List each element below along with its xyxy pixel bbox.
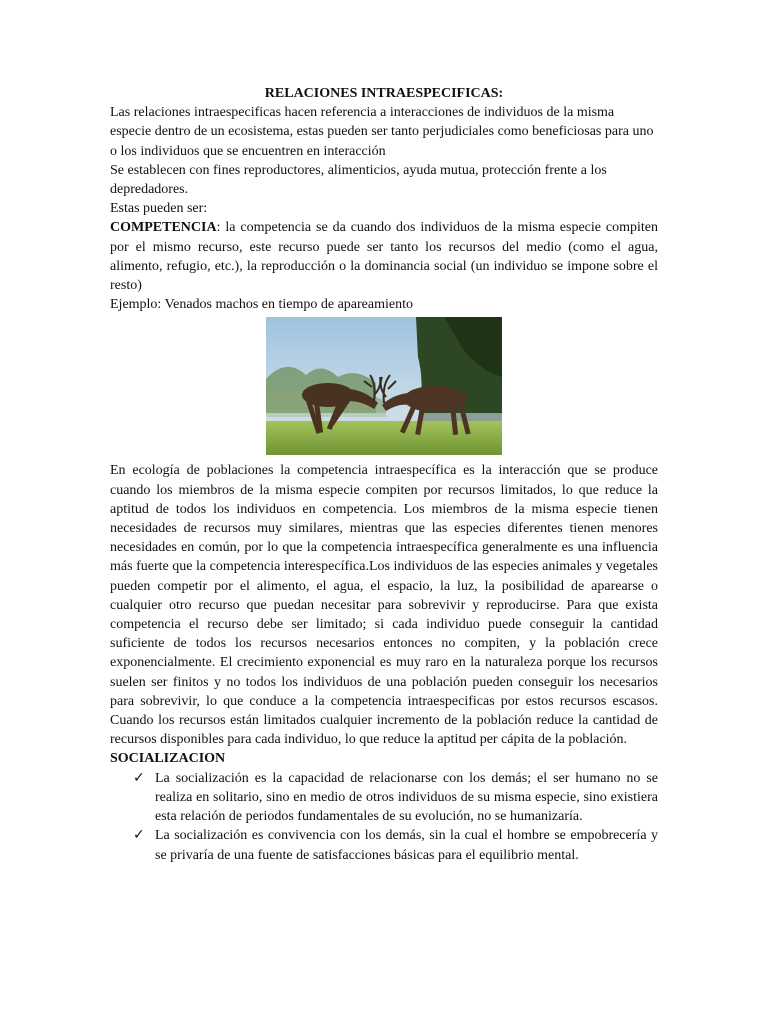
list-item — [133, 769, 658, 827]
socializacion-heading: SOCIALIZACION — [110, 751, 226, 767]
competencia-paragraph — [110, 218, 658, 295]
intro-paragraph: Las relaciones intraespecificas hacen referencia a interacciones de individuos de la misma especie dentro de un ecosistema, estas pueden ser tanto perjudiciales como beneficiosas para uno o los individuos que se encuentren en interacción — [110, 105, 654, 159]
page-title: RELACIONES INTRAESPECIFICAS: — [264, 86, 504, 101]
list-item-text: La socialización es convivencia con los demás, sin la cual el hombre se empobrecería y se privaría de una fuente de satisfacciones básicas para el equilibrio mental. — [155, 828, 658, 863]
document-body — [110, 84, 658, 865]
checkmark-icon: ✓ — [133, 769, 145, 786]
fighting-deer-photo — [266, 317, 502, 455]
photo-container — [110, 317, 658, 455]
socializacion-list — [110, 769, 658, 865]
checkmark-icon: ✓ — [133, 827, 145, 844]
competencia-heading: COMPETENCIA — [110, 220, 217, 236]
list-item — [133, 826, 658, 864]
ecology-paragraph: En ecología de poblaciones la competencia intraespecífica es la interacción que se produce cuando los miembros de la misma especie compiten por recursos limitados, lo que reduce la aptitud de todos los individuos en competencia. Los miembros de la misma especie tienen necesidades de recursos muy similares, mientras que las especies diferentes tienen menores necesidades en común, por lo que la competencia intraespecífica generalmente es una influencia más fuerte que la competencia interespecífica.Los individuos de las especies animales y vegetales pueden competir por el alimento, el agua, el espacio, la luz, la posibilidad de aparearse o cualquier otro recurso que puedan necesitar para sobrevivir y reproducirse. Para que exista competencia el recurso debe ser limitado; si cada individuo puede conseguir la cantidad suficiente de todos los recursos necesarios entonces no compiten, y la población crece exponencialmente. El crecimiento exponencial es muy raro en la naturaleza porque los recursos suelen ser finitos y no todos los individuos de una población pueden conseguir los necesarios para sobrevivir, lo que conduce a la competencia intraespecificas por estos recursos escasos. Cuando los recursos están limitados cualquier incremento de la población reduce la cantidad de recursos disponibles para cada individuo, lo que reduce la aptitud per cápita de la población. — [110, 463, 658, 748]
types-intro: Estas pueden ser: — [110, 201, 208, 217]
competencia-text: : la competencia se da cuando dos individuos de la misma especie compiten por el mismo recurso, este recurso puede ser tanto los recursos del medio (como el agua, alimento, refugio, etc.), la reproducción o la dominancia social (un individuo se impone sobre el resto) — [110, 220, 658, 294]
example-line: Ejemplo: Venados machos en tiempo de apareamiento — [110, 297, 413, 313]
list-item-text: La socialización es la capacidad de relacionarse con los demás; el ser humano no se realiza en solitario, sino en medio de otros individuos de su misma especie, sino existiera esta relación de periodos fundamentales de su evolución, no se humanizaría. — [155, 770, 658, 825]
purpose-paragraph: Se establecen con fines reproductores, alimenticios, ayuda mutua, protección frente a los depredadores. — [110, 162, 607, 198]
